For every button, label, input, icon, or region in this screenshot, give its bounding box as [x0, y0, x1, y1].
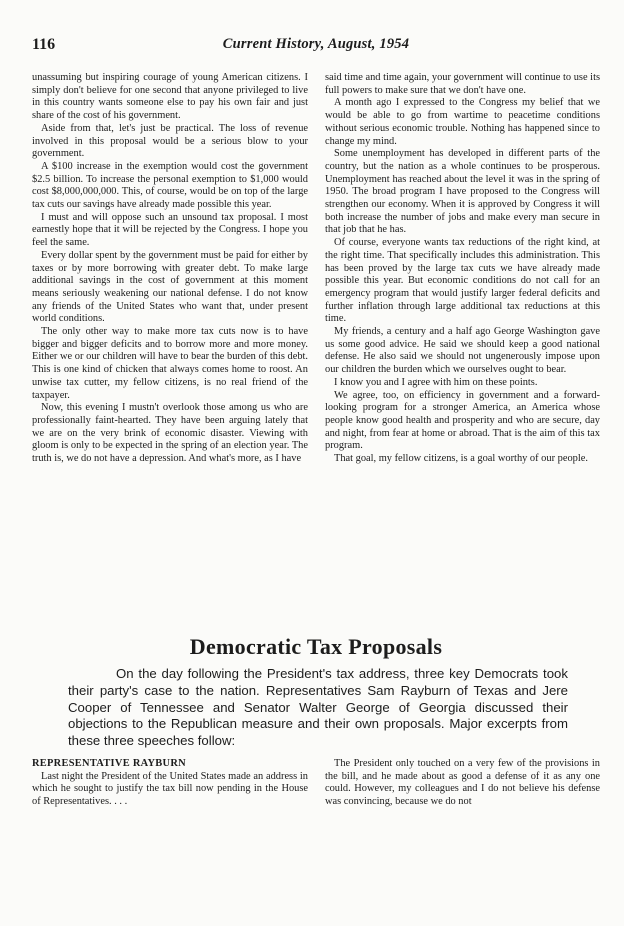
page-number: 116	[32, 36, 56, 53]
bottom-right-column	[325, 758, 600, 809]
article-title: Democratic Tax Proposals	[189, 634, 443, 659]
paragraph: I know you and I agree with him on these points.	[334, 376, 538, 388]
paragraph: A $100 increase in the exemption would cost the government $2.5 billion. To increase the personal exemption to $1,000 would cost $8,000,000,000. This, of course, would be on top of the large tax cuts our savings have already made possible this year.	[32, 160, 308, 211]
running-head: Current History, August, 1954	[222, 36, 410, 52]
paragraph: A month ago I expressed to the Congress my belief that we would be able to go from wartime to peacetime conditions without serious economic trouble. Nothing has happened since to change my mind.	[325, 97, 600, 147]
paragraph: Last night the President of the United States made an address in which he sought to justify the tax bill now pending in the House of Representatives. . . .	[32, 770, 308, 808]
bottom-left-column	[32, 758, 308, 809]
paragraph: I must and will oppose such an unsound tax proposal. I most earnestly hope that it will be rejected by the Congress. I hope you feel the same.	[32, 211, 308, 249]
paragraph: The only other way to make more tax cuts now is to have bigger and bigger deficits and to borrow more and more money. Either we or our children will have to bear the burden of this debt. This is one kind of chicken that always comes home to roost. An unwise tax cutter, my fellow citizens, is no real friend of the taxpayer.	[32, 326, 308, 401]
section-heading: REPRESENTATIVE RAYBURN	[32, 758, 186, 769]
article-intro	[68, 666, 568, 750]
paragraph: Aside from that, let's just be practical. The loss of revenue involved in this proposal would be a serious blow to your government.	[32, 122, 308, 160]
paragraph: That goal, my fellow citizens, is a goal worthy of our people.	[334, 453, 588, 465]
right-column	[325, 72, 600, 466]
paragraph: My friends, a century and a half ago George Washington gave us some good advice. He said we should keep a good national defense. He also said we should not ungenerously impose upon our children the burden which we ourselves ought to bear.	[325, 326, 600, 376]
paragraph: Every dollar spent by the government must be paid for either by taxes or by more borrowing with greater debt. To make large additional savings in the cost of government at this moment means seriously weakening our national defense. I do not know any friends of the United States who want that, under present world conditions.	[32, 249, 308, 325]
paragraph: Some unemployment has developed in different parts of the country, but the nation as a whole continues to be prosperous. Unemployment has reached about the level it was in the spring of 1950. The broad program I have proposed to the Congress will strengthen our economy. When it is approved by Congress it will both increase the number of jobs and make every man secure in that job that he has.	[325, 148, 600, 236]
paragraph: unassuming but inspiring courage of young American citizens. I simply don't believe for one second that anyone privileged to live in this country wants someone else to pay his own fair and just share of the cost of his government.	[32, 72, 308, 122]
paragraph: We agree, too, on efficiency in government and a forward-looking program for a stronger America, an America whose people know good health and prosperity and who are secure, day and night, from fear at home or abroad. That is the aim of this tax program.	[325, 389, 600, 452]
paragraph: Now, this evening I mustn't overlook those among us who are professionally faint-hearted. They have been arguing lately that we are on the very brink of economic disaster. Viewing with gloom is only to be expected in the spring of an election year. The truth is, we do not have a depression. And what's more, as I have	[32, 402, 308, 465]
paragraph: The President only touched on a very few of the provisions in the bill, and he made about as good a defense of it as any one could. However, my colleagues and I do not believe his defense was convincing, because we do not	[325, 758, 600, 808]
left-column	[32, 72, 308, 466]
intro-paragraph: On the day following the President's tax address, three key Democrats took their party's case to the nation. Representatives Sam Rayburn of Texas and Jere Cooper of Tennessee and Senator Walter George of Georgia discussed their objections to the Republican measure and their own proposals. Major excerpts from these three speeches follow:	[68, 666, 568, 749]
paragraph: said time and time again, your government will continue to use its full powers to make sure that we don't have one.	[325, 72, 600, 96]
paragraph: Of course, everyone wants tax reductions of the right kind, at the right time. That specifically includes this administration. This has been proved by the large tax cuts we have already made possible this year. But economic conditions do not call for an emergency program that would justify larger federal deficits and further inflation through large additional tax reductions at this time.	[325, 237, 600, 325]
page-header	[32, 36, 600, 58]
